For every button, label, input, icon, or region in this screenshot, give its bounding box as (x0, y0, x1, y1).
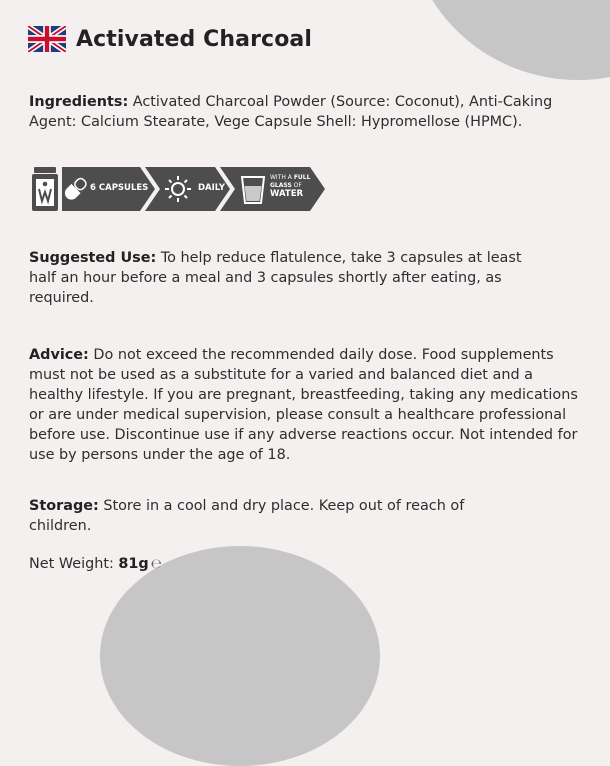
advice-label: Advice: (29, 347, 89, 363)
net-weight-value: 81g (118, 556, 149, 572)
water-label (270, 174, 310, 199)
daily-label: DAILY (198, 183, 226, 193)
decorative-circle-top (408, 0, 610, 80)
ingredients-text: Activated Charcoal Powder (Source: Coconut), Anti-Caking Agent: Calcium Stearate, Vege Capsule Shell: Hypromellose (HPMC). (29, 94, 553, 130)
storage-label: Storage: (29, 498, 99, 514)
suggested-use-label: Suggested Use: (29, 250, 157, 266)
capsules-label: 6 CAPSULES (90, 183, 149, 193)
title-row (28, 26, 312, 52)
water-label-line2b: OF (291, 182, 302, 189)
decorative-circle-bottom (100, 546, 380, 766)
ingredients-label: Ingredients: (29, 94, 129, 110)
storage-text: Store in a cool and dry place. Keep out of reach of children. (29, 498, 465, 534)
suggested-use-section (29, 248, 529, 308)
water-label-line2a: GLASS (270, 182, 292, 189)
page-title: Activated Charcoal (76, 26, 313, 52)
water-label-line1a: WITH A (270, 174, 294, 181)
advice-section (29, 345, 581, 465)
suggested-use-text: To help reduce flatulence, take 3 capsules at least half an hour before a meal and 3 capsules shortly after eating, as required. (29, 250, 522, 306)
ingredients-section (29, 92, 581, 132)
dosage-banner (30, 162, 330, 212)
storage-section (29, 496, 489, 536)
net-weight-label: Net Weight: (29, 556, 119, 572)
water-label-line3: WATER (270, 189, 304, 199)
water-label-line1b: FULL (293, 174, 311, 181)
advice-text: Do not exceed the recommended daily dose. Food supplements must not be used as a substitute for a varied and balanced diet and a healthy lifestyle. If you are pregnant, breastfeeding, taking any medications or are under medical supervision, please consult a healthcare professional before use. Discontinue use if any adverse reactions occur. Not intended for use by persons under the age of 18. (29, 347, 578, 463)
net-weight-section (29, 554, 581, 575)
estimated-sign-icon: ℮ (150, 557, 162, 572)
uk-flag-icon (28, 26, 66, 52)
supplement-jar-icon (32, 167, 58, 211)
